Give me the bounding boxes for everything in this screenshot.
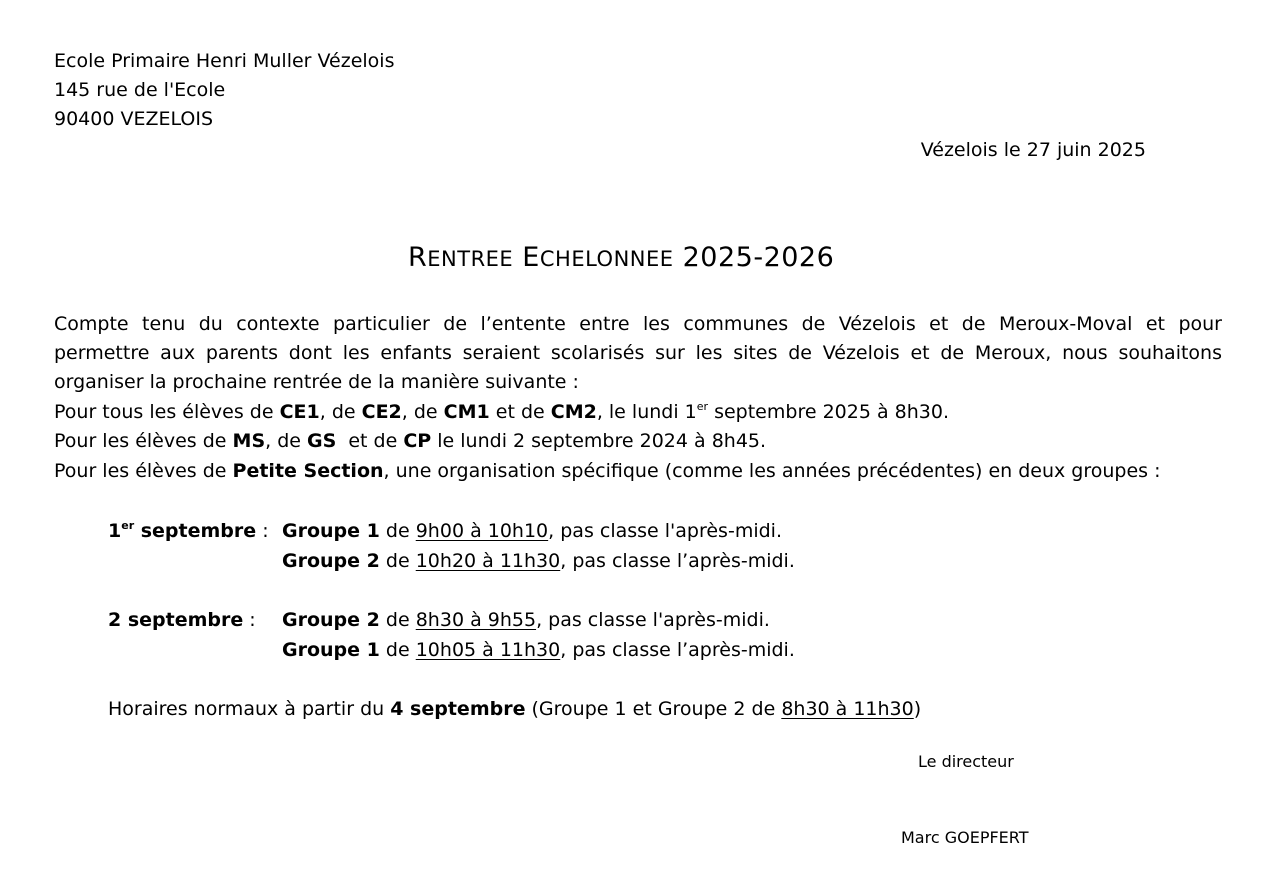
group-label: Groupe 2: [282, 550, 380, 572]
letter-date: Vézelois le 27 juin 2025: [920, 139, 1146, 161]
day1-row1: [282, 519, 782, 543]
intro-line-3: organiser la prochaine rentrée de la manière suivante :: [54, 371, 579, 393]
group-label: Groupe 1: [282, 520, 380, 542]
title-years: 2025-2026: [682, 242, 835, 273]
title-word1-cap: R: [408, 242, 428, 273]
text: (Groupe 1 et Groupe 2 de: [525, 698, 782, 720]
separator: :: [243, 609, 256, 631]
class-cm1: CM1: [443, 401, 490, 423]
class-gs: GS: [307, 430, 337, 452]
text: , pas classe l’après-midi.: [560, 639, 795, 661]
class-ps: Petite Section: [232, 460, 384, 482]
normal-date: 4 septembre: [390, 698, 526, 720]
superscript: er: [121, 519, 135, 532]
text: de: [379, 639, 416, 661]
class-cm2: CM2: [550, 401, 597, 423]
text: , une organisation spécifique (comme les années précédentes) en deux groupes :: [383, 460, 1161, 482]
text: , de: [319, 401, 362, 423]
intro-line-1: Compte tenu du contexte particulier de l’entente entre les communes de Vézelois et de Meroux-Moval et pour: [54, 313, 1222, 335]
normal-hours: [108, 697, 921, 721]
class-ce2: CE2: [361, 401, 402, 423]
text: et de: [489, 401, 551, 423]
time-range: 9h00 à 10h10: [415, 520, 549, 542]
text: de: [379, 609, 416, 631]
group-label: Groupe 1: [282, 639, 380, 661]
line-petite-section: [54, 459, 1161, 483]
title-word1-rest: ENTREE: [427, 247, 514, 271]
day2-row1: [282, 608, 770, 632]
page-title: [408, 242, 834, 275]
title-word2-rest: CHELONNEE: [539, 247, 674, 271]
class-ce1: CE1: [279, 401, 320, 423]
intro-line-2: permettre aux parents dont les enfants seraient scolarisés sur les sites de Vézelois et de Meroux, nous souhaitons: [54, 342, 1222, 364]
text: et de: [336, 430, 404, 452]
day2-label: [108, 608, 256, 632]
time-range: 10h05 à 11h30: [415, 639, 561, 661]
text: Pour les élèves de: [54, 430, 233, 452]
sender-street: 145 rue de l'Ecole: [54, 79, 226, 101]
text: , pas classe l'après-midi.: [536, 609, 770, 631]
text: de: [379, 520, 416, 542]
text: Pour tous les élèves de: [54, 401, 280, 423]
line-ms-gs-cp: [54, 429, 766, 453]
text: de: [379, 550, 416, 572]
separator: :: [256, 520, 269, 542]
class-cp: CP: [403, 430, 432, 452]
text: Horaires normaux à partir du: [108, 698, 391, 720]
sender-city: 90400 VEZELOIS: [54, 108, 214, 130]
superscript: er: [696, 400, 709, 413]
line-ce-cm: [54, 400, 949, 424]
day1-row2: [282, 549, 795, 573]
time-range: 8h30 à 9h55: [415, 609, 537, 631]
day2-row2: [282, 638, 795, 662]
class-ms: MS: [232, 430, 266, 452]
signature-name: Marc GOEPFERT: [901, 828, 1029, 847]
text: Pour les élèves de: [54, 460, 233, 482]
day2-date: 2 septembre: [108, 609, 244, 631]
signature-role: Le directeur: [918, 752, 1014, 771]
day1-label: [108, 519, 269, 543]
time-range: 8h30 à 11h30: [781, 698, 914, 720]
text: , de: [265, 430, 307, 452]
text: , le lundi 1: [596, 401, 697, 423]
text: ): [913, 698, 922, 720]
text: septembre 2025 à 8h30.: [708, 401, 949, 423]
group-label: Groupe 2: [282, 609, 380, 631]
text: le lundi 2 septembre 2024 à 8h45.: [431, 430, 767, 452]
day1-month: septembre: [134, 520, 257, 542]
day1-num: 1: [108, 520, 122, 542]
time-range: 10h20 à 11h30: [415, 550, 561, 572]
text: , pas classe l’après-midi.: [560, 550, 795, 572]
sender-school: Ecole Primaire Henri Muller Vézelois: [54, 50, 395, 72]
text: , pas classe l'après-midi.: [548, 520, 782, 542]
text: , de: [401, 401, 444, 423]
title-word2-cap: E: [522, 242, 540, 273]
